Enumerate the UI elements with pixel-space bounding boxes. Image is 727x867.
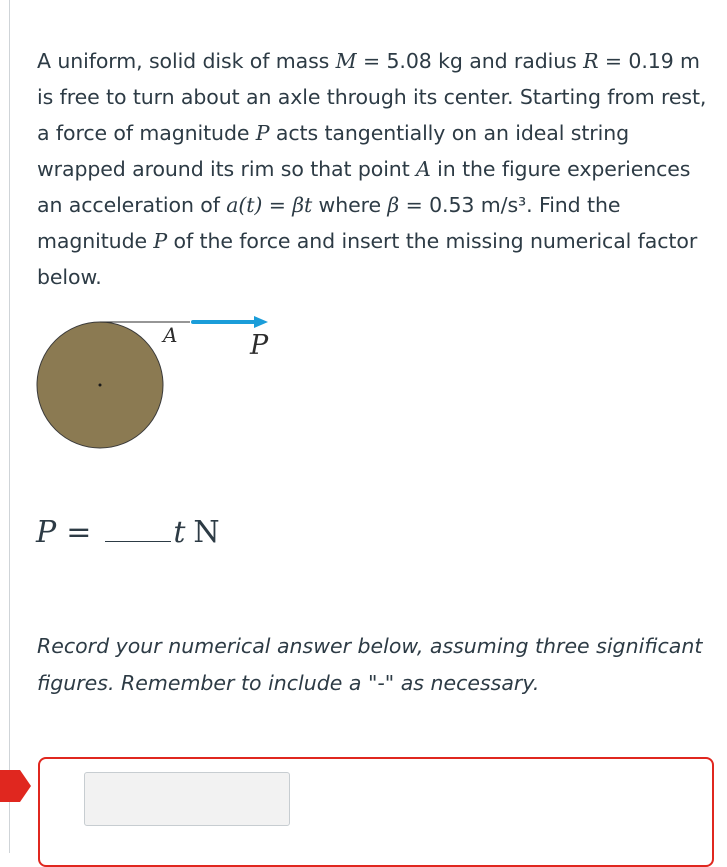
force-symbol: P [153,229,168,253]
question-text [37,43,717,295]
answer-blank [105,515,171,542]
force-p-label: P [250,330,269,361]
equals-sign: = [356,49,387,73]
equals-sign: = [598,49,629,73]
mass-symbol: M [335,49,357,73]
force-arrow-head [254,316,268,328]
disk-center-dot [99,384,102,387]
equals-sign: = [399,193,430,217]
beta-symbol: β [387,193,400,217]
beta-t-expression: βt [292,193,313,217]
radius-value: 0.19 m [628,49,700,73]
question-text-segment: where [312,193,388,217]
instructions-text: Record your numerical answer below, assuming three significant figures. Remember to include a "-" as necessary. [37,634,703,695]
answer-input[interactable] [84,772,290,826]
question-text-segment: of the force and insert the missing numerical factor below. [37,229,698,289]
answer-time-variable: t [173,515,186,550]
beta-value: 0.53 m/s³ [429,193,527,217]
question-text-segment: in the figure experiences an acceleration of [37,157,691,217]
question-text-segment: . Find the magnitude [37,193,621,253]
equals-sign: = [262,193,293,217]
force-symbol: P [255,121,270,145]
question-text-segment: is free to turn about an axle through its center. Starting from rest, a force of magnitude [37,85,707,145]
left-border-rule [9,0,10,853]
point-a-label: A [163,323,178,347]
acceleration-expression: a(t) [226,193,263,217]
question-text-segment: acts tangentially on an ideal string wrapped around its rim so that point [37,121,629,181]
answer-lhs: P [36,515,57,550]
question-flag-icon[interactable] [0,766,32,806]
mass-value: 5.08 kg [386,49,463,73]
point-symbol: A [416,157,431,181]
answer-equals: = [66,515,92,550]
disk-figure [30,308,290,458]
answer-unit: N [193,515,220,550]
radius-symbol: R [583,49,599,73]
question-text-segment: A uniform, solid disk of mass [37,49,336,73]
answer-expression [36,515,220,550]
question-text-segment: and radius [462,49,584,73]
